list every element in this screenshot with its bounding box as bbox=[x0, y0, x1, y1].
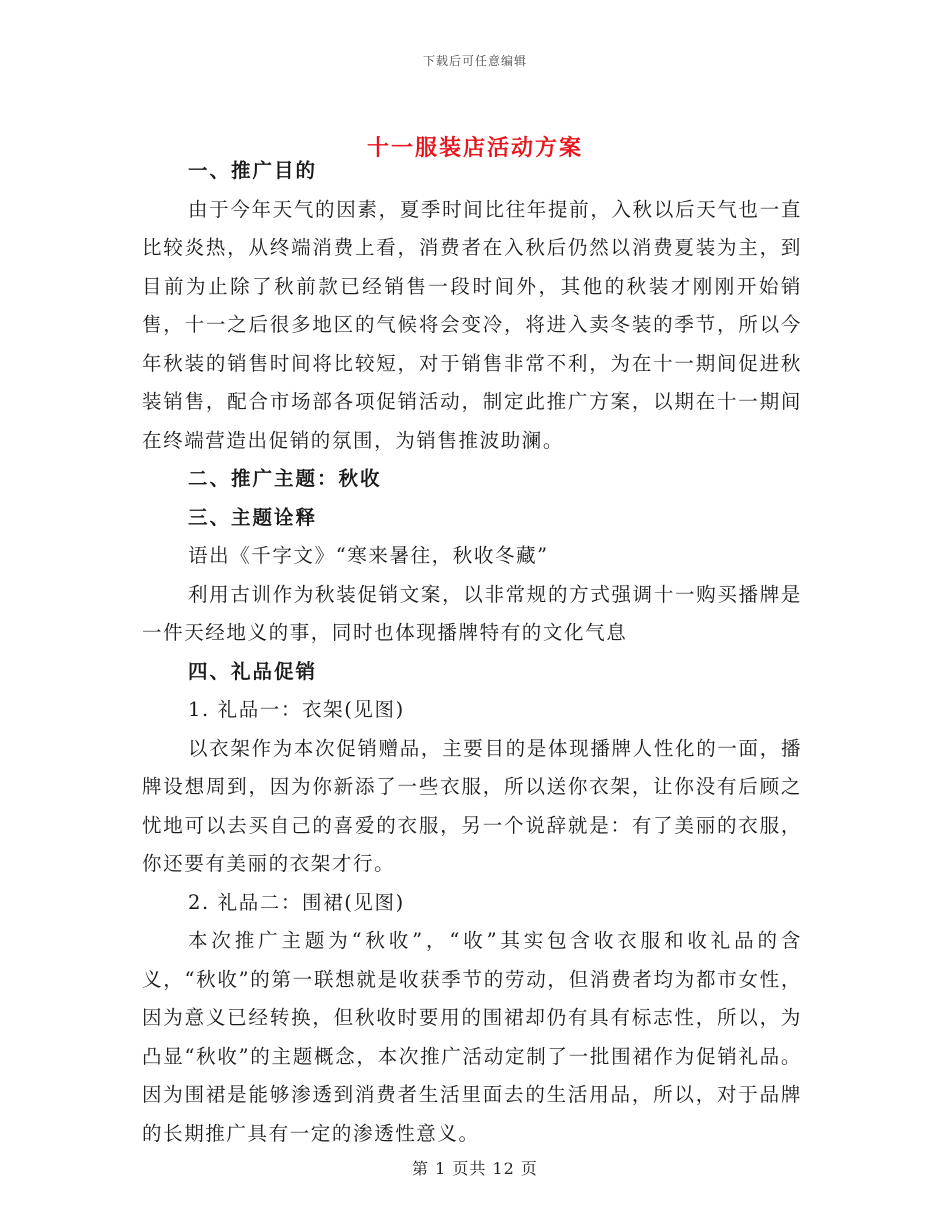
section-heading-gift-promotion: 四、礼品促销 bbox=[188, 659, 318, 683]
section-heading-purpose: 一、推广目的 bbox=[188, 159, 318, 182]
paragraph-purpose: 由于今年天气的因素，夏季时间比往年提前，入秋以后天气也一直比较炎热，从终端消费上看，消费者在入秋后仍然以消费夏装为主，到目前为止除了秋前款已经销售一段时间外，其他的秋装才刚刚开始销售，十一之后很多地区的气候将会变冷，将进入卖冬装的季节，所以今年秋装的销售时间将比较短，对于销售非常不利，为在十一期间促进秋装销售，配合市场部各项促销活动，制定此推广方案，以期在十一期间在终端营造出促销的氛围，为销售推波助澜。 bbox=[142, 197, 802, 452]
gift-2-title: 2. 礼品二：围裙(见图) bbox=[188, 890, 405, 914]
page-header: 下载后可任意编辑 bbox=[422, 54, 527, 68]
section-heading-theme-explanation: 三、主题诠释 bbox=[188, 505, 318, 529]
section-heading-theme: 二、推广主题：秋收 bbox=[188, 467, 382, 490]
document-body bbox=[142, 152, 802, 1153]
document-title: 十一服装店活动方案 bbox=[366, 135, 583, 161]
paragraph-gift-1: 以衣架作为本次促销赠品，主要目的是体现播牌人性化的一面，播牌设想周到，因为你新添了一些衣服，所以送你衣架，让你没有后顾之忧地可以去买自己的喜爱的衣服，另一个说辞就是：有了美丽的衣服，你还要有美丽的衣架才行。 bbox=[142, 736, 802, 875]
page-footer: 第 1 页共 12 页 bbox=[412, 1159, 538, 1178]
paragraph-quote: 语出《千字文》“寒来暑往，秋收冬藏” bbox=[188, 544, 549, 567]
paragraph-gift-2: 本次推广主题为“秋收”，“收”其实包含收衣服和收礼品的含义，“秋收”的第一联想就是收获季节的劳动，但消费者均为都市女性，因为意义已经转换，但秋收时要用的围裙却仍有具有标志性，所以，为凸显“秋收”的主题概念，本次推广活动定制了一批围裙作为促销礼品。因为围裙是能够渗透到消费者生活里面去的生活用品，所以，对于品牌的长期推广具有一定的渗透性意义。 bbox=[142, 929, 802, 1145]
gift-1-title: 1. 礼品一：衣架(见图) bbox=[188, 698, 405, 721]
paragraph-theme-usage: 利用古训作为秋装促销文案，以非常规的方式强调十一购买播牌是一件天经地义的事，同时也体现播牌特有的文化气息 bbox=[142, 582, 802, 644]
